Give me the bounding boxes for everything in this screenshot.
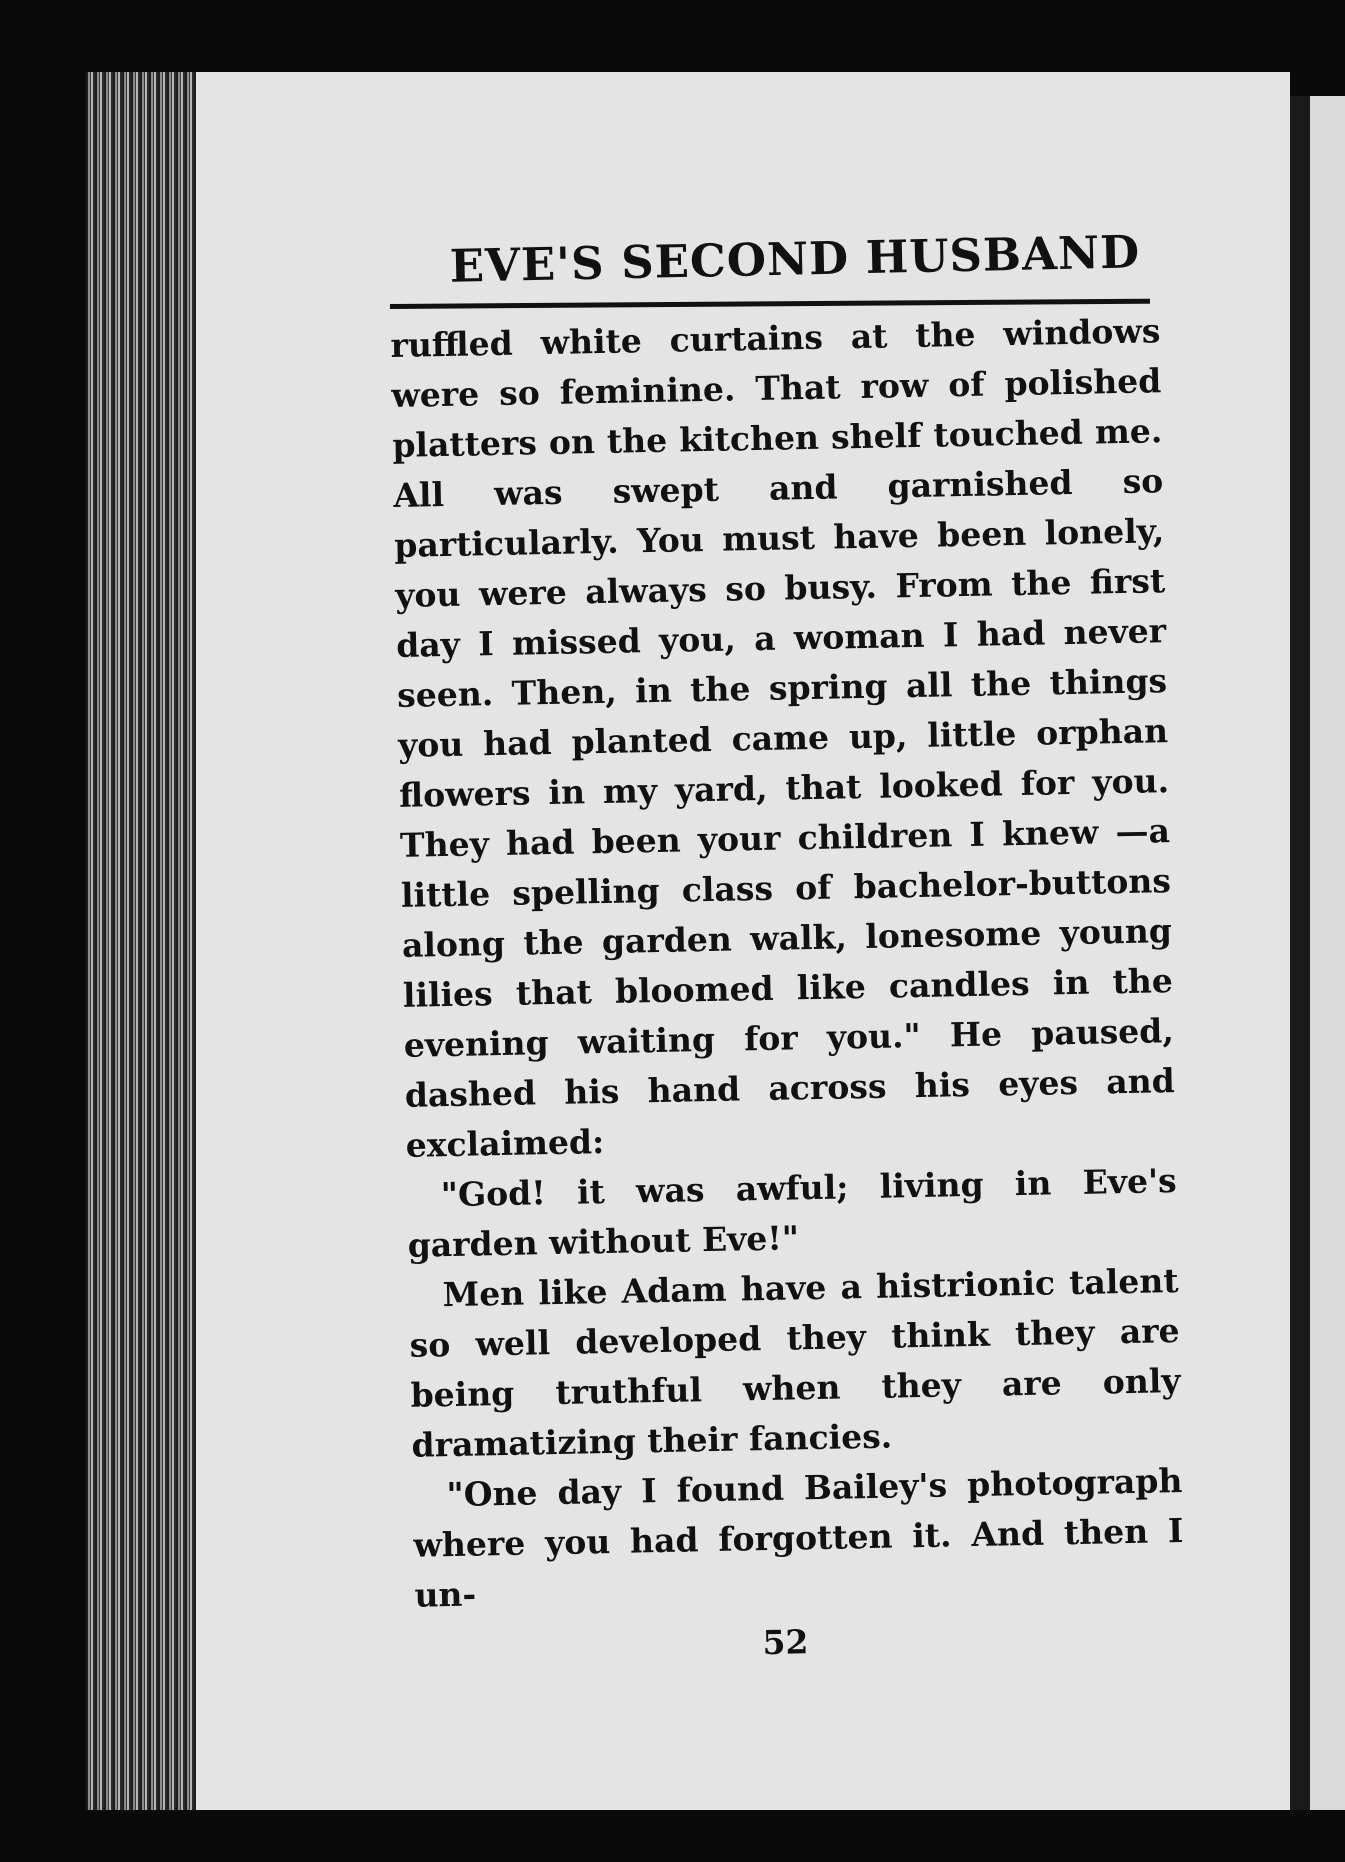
page-number: 52 <box>762 1622 809 1663</box>
header-rule <box>390 299 1150 309</box>
paragraph: "One day I found Bailey's photograph where you had forgotten it. And then I un- <box>413 1461 1184 1615</box>
paragraph: ruffled white curtains at the windows were so feminine. That row of polished platters on the kitchen shelf touched me. All was swept and garnished so particularly. You must have been lonely, you were always so busy. From the first day I missed you, a woman I had never seen. Then, in the spring all the things you had planted came up, little orphan flowers in my yard, that looked for you. They had been your children I knew —a little spelling class of bachelor-buttons along the garden walk, lonesome young lilies that bloomed like candles in the evening waiting for you." He paused, dashed his hand across his eyes and exclaimed: <box>390 311 1176 1165</box>
paragraph: "God! it was awful; living in Eve's garden without Eve!" <box>407 1161 1178 1265</box>
body-text <box>390 306 1186 1675</box>
running-head: EVE'S SECOND HUSBAND <box>449 225 1141 293</box>
gutter-shadow <box>1290 96 1310 1810</box>
paragraph: Men like Adam have a histrionic talent so well developed they think they are being truthful when they are only dramatizing their fancies. <box>409 1261 1181 1465</box>
book-page-edges <box>86 72 198 1810</box>
facing-page-edge <box>1310 96 1345 1810</box>
page-content <box>390 225 1184 1675</box>
